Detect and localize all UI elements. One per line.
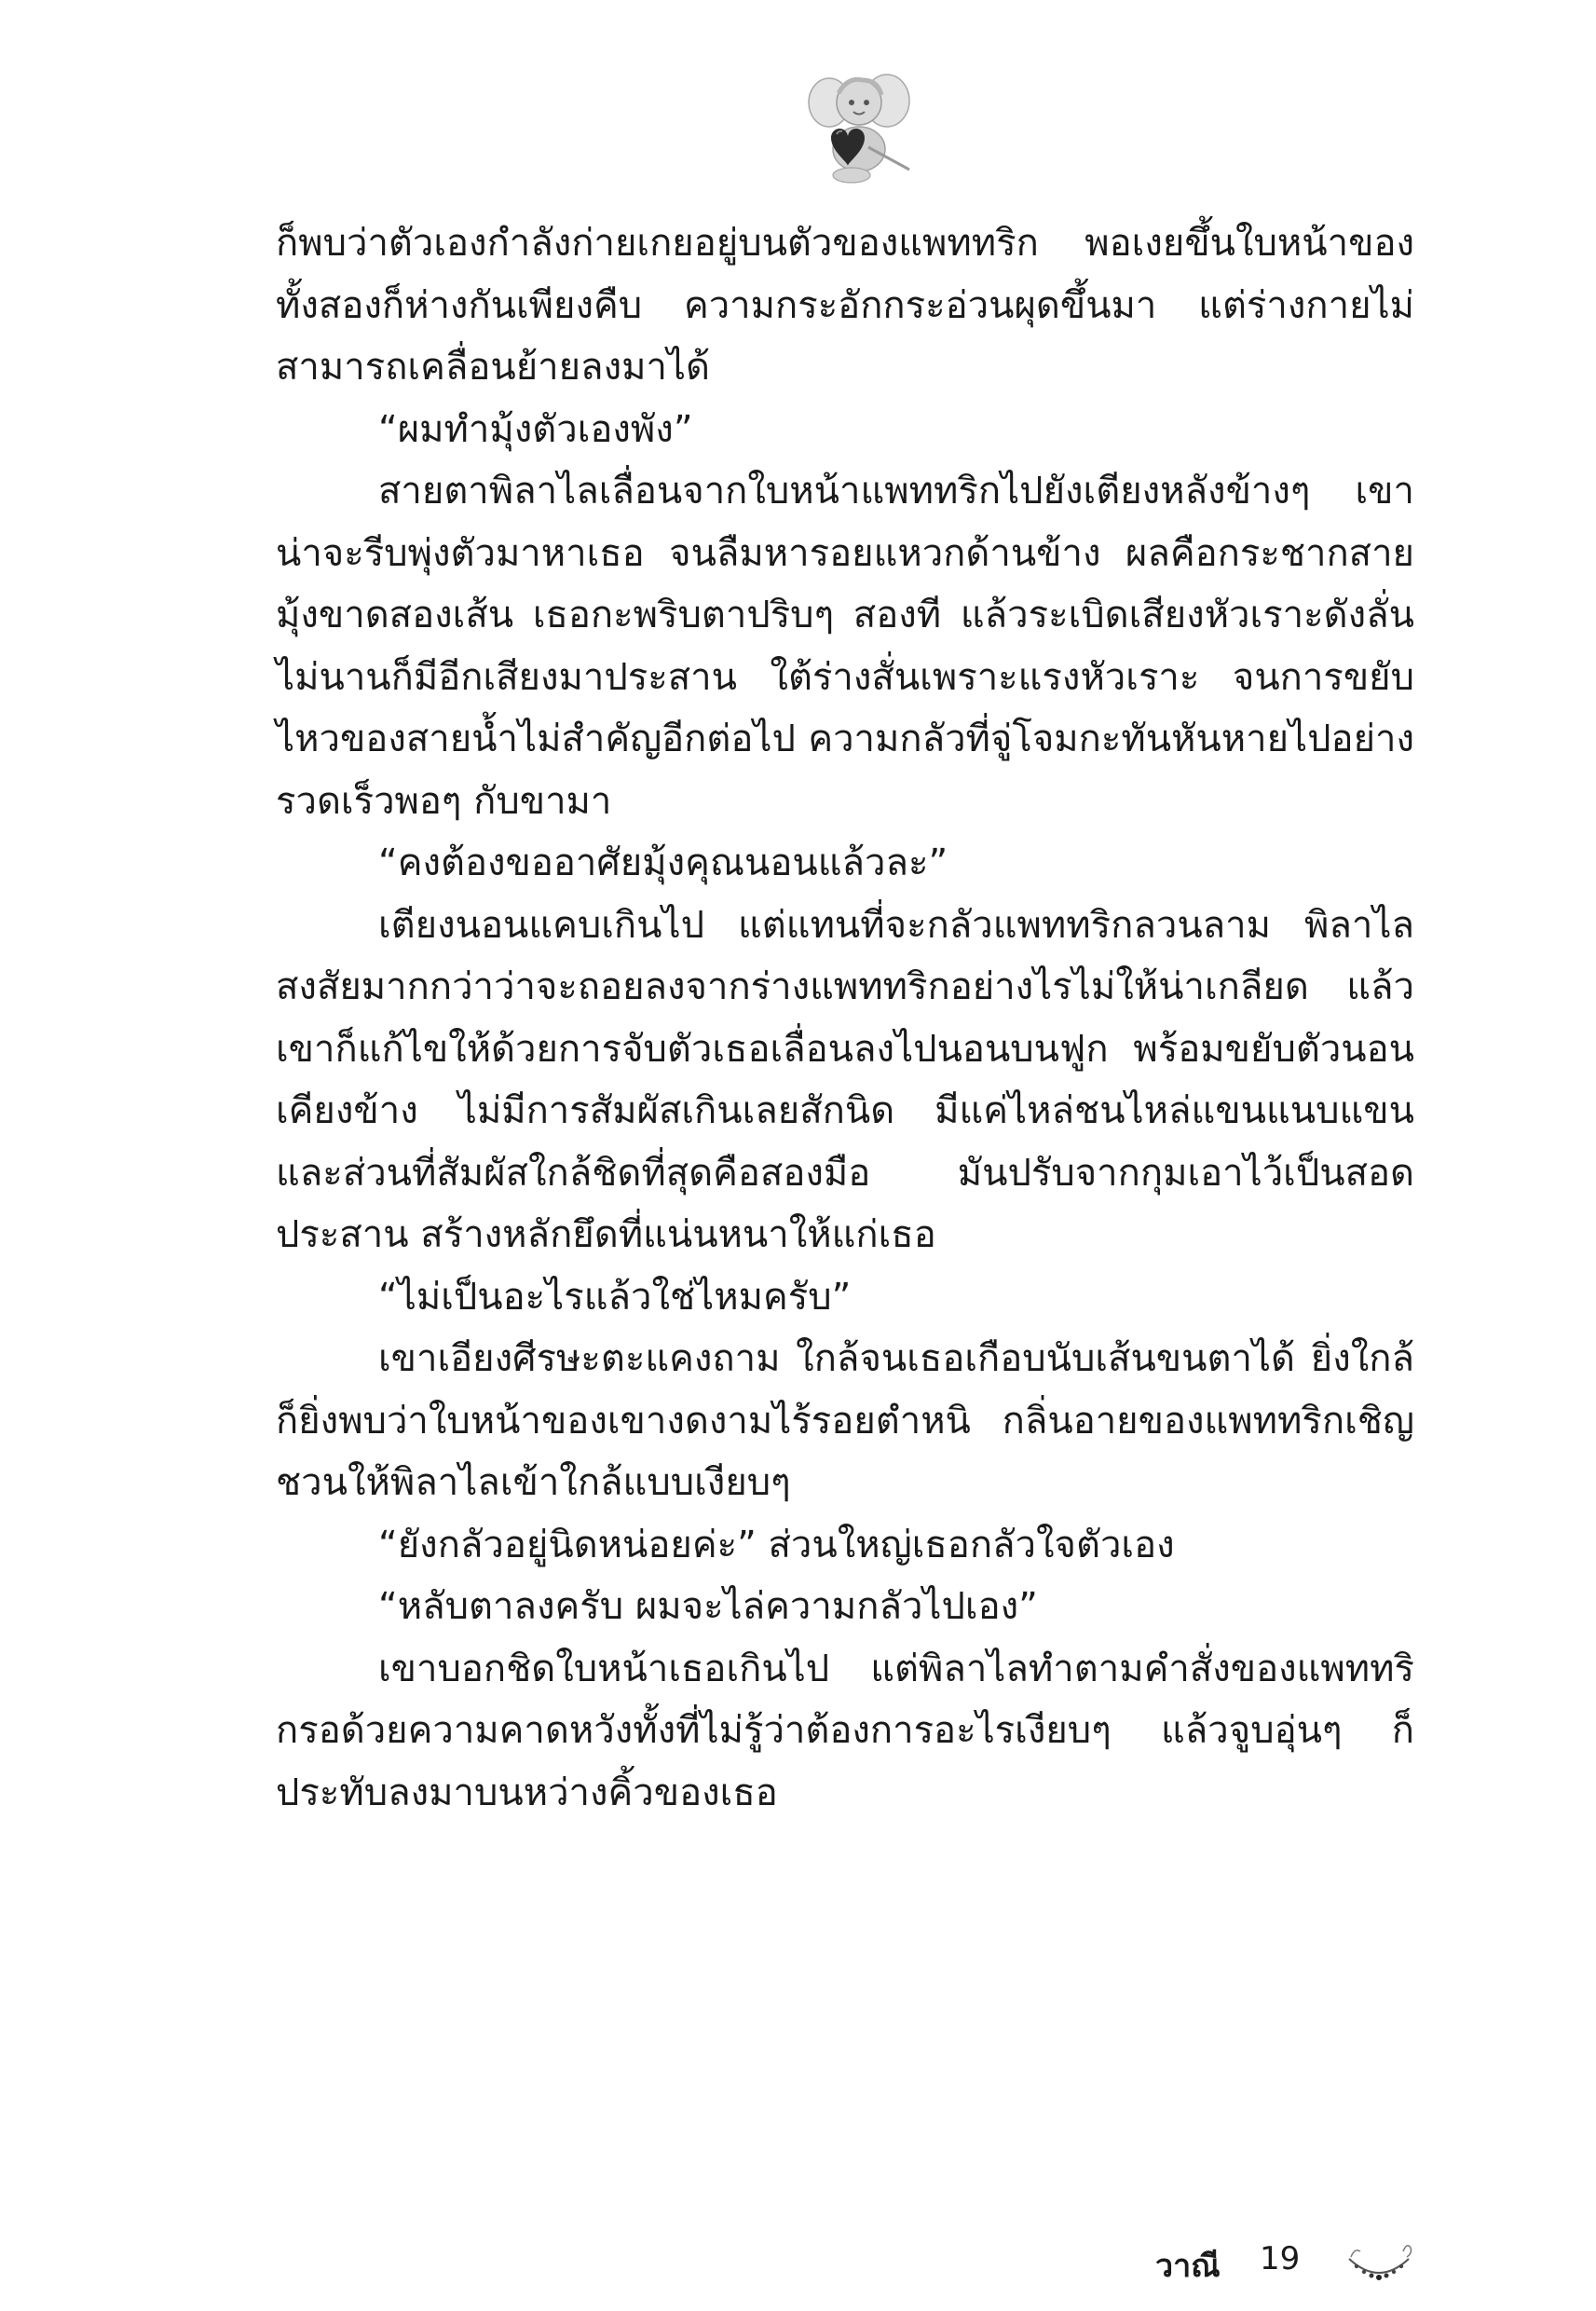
body-text (276, 212, 1414, 1824)
dialogue-5: “หลับตาลงครับ ผมจะไล่ความกลัวไปเอง” (378, 1585, 1038, 1628)
dialogue-1: “ผมทำมุ้งตัวเองพัง” (378, 407, 693, 451)
dialogue-2: “คงต้องขออาศัยมุ้งคุณนอนแล้วละ” (378, 841, 948, 884)
paragraph-2: สายตาพิลาไลเลื่อนจากใบหน้าแพททริกไปยังเตียงหลังข้างๆ เขาน่าจะรีบพุ่งตัวมาหาเธอ จนลืมหารอยแหวกด้านข้าง ผลคือกระชากสายมุ้งขาดสองเส้น เธอกะพริบตาปริบๆ สองที แล้วระเบิดเสียงหัวเราะดังลั่น ไม่นานก็มีอีกเสียงมาประสาน ใต้ร่างสั่นเพราะแรงหัวเราะ จนการขยับไหวของสายน้ำไม่สำคัญอีกต่อไป ความกลัวที่จู่โจมกะทันหันหายไปอย่างรวดเร็วพอๆ กับขามา (276, 470, 1414, 823)
paragraph-1: ก็พบว่าตัวเองกำลังก่ายเกยอยู่บนตัวของแพททริก พอเงยขึ้นใบหน้าของทั้งสองก็ห่างกันเพียงคืบ ความกระอักกระอ่วนผุดขึ้นมา แต่ร่างกายไม่สามารถเคลื่อนย้ายลงมาได้ (276, 222, 1414, 389)
dialogue-4: “ยังกลัวอยู่นิดหน่อยค่ะ” ส่วนใหญ่เธอกลัวใจตัวเอง (378, 1523, 1175, 1566)
dialogue-3: “ไม่เป็นอะไรแล้วใช่ไหมครับ” (378, 1275, 852, 1319)
cupid-holding-heart-icon (790, 65, 921, 186)
bead-bracelet-icon (1342, 2236, 1416, 2289)
running-head: วาณี (1155, 2248, 1221, 2285)
paragraph-4: เขาเอียงศีรษะตะแคงถาม ใกล้จนเธอเกือบนับเส้นขนตาได้ ยิ่งใกล้ก็ยิ่งพบว่าใบหน้าของเขางดงามไร้รอยตำหนิ กลิ่นอายของแพททริกเชิญชวนให้พิลาไลเข้าใกล้แบบเงียบๆ (276, 1337, 1414, 1504)
page-footer (1155, 2236, 1435, 2292)
paragraph-5: เขาบอกชิดใบหน้าเธอเกินไป แต่พิลาไลทำตามคำสั่งของแพททริกรอด้วยความคาดหวังทั้งที่ไม่รู้ว่าต้องการอะไรเงียบๆ แล้วจูบอุ่นๆ ก็ประทับลงมาบนหว่างคิ้วของเธอ (276, 1647, 1414, 1814)
paragraph-3: เตียงนอนแคบเกินไป แต่แทนที่จะกลัวแพททริกลวนลาม พิลาไลสงสัยมากกว่าว่าจะถอยลงจากร่างแพททริกอย่างไรไม่ให้น่าเกลียด แล้วเขาก็แก้ไขให้ด้วยการจับตัวเธอเลื่อนลงไปนอนบนฟูก พร้อมขยับตัวนอนเคียงข้าง ไม่มีการสัมผัสเกินเลยสักนิด มีแค่ไหล่ชนไหล่แขนแนบแขน และส่วนที่สัมผัสใกล้ชิดที่สุดคือสองมือ มันปรับจากกุมเอาไว้เป็นสอดประสาน สร้างหลักยึดที่แน่นหนาให้แก่เธอ (276, 903, 1414, 1256)
page-number: 19 (1260, 2240, 1301, 2277)
